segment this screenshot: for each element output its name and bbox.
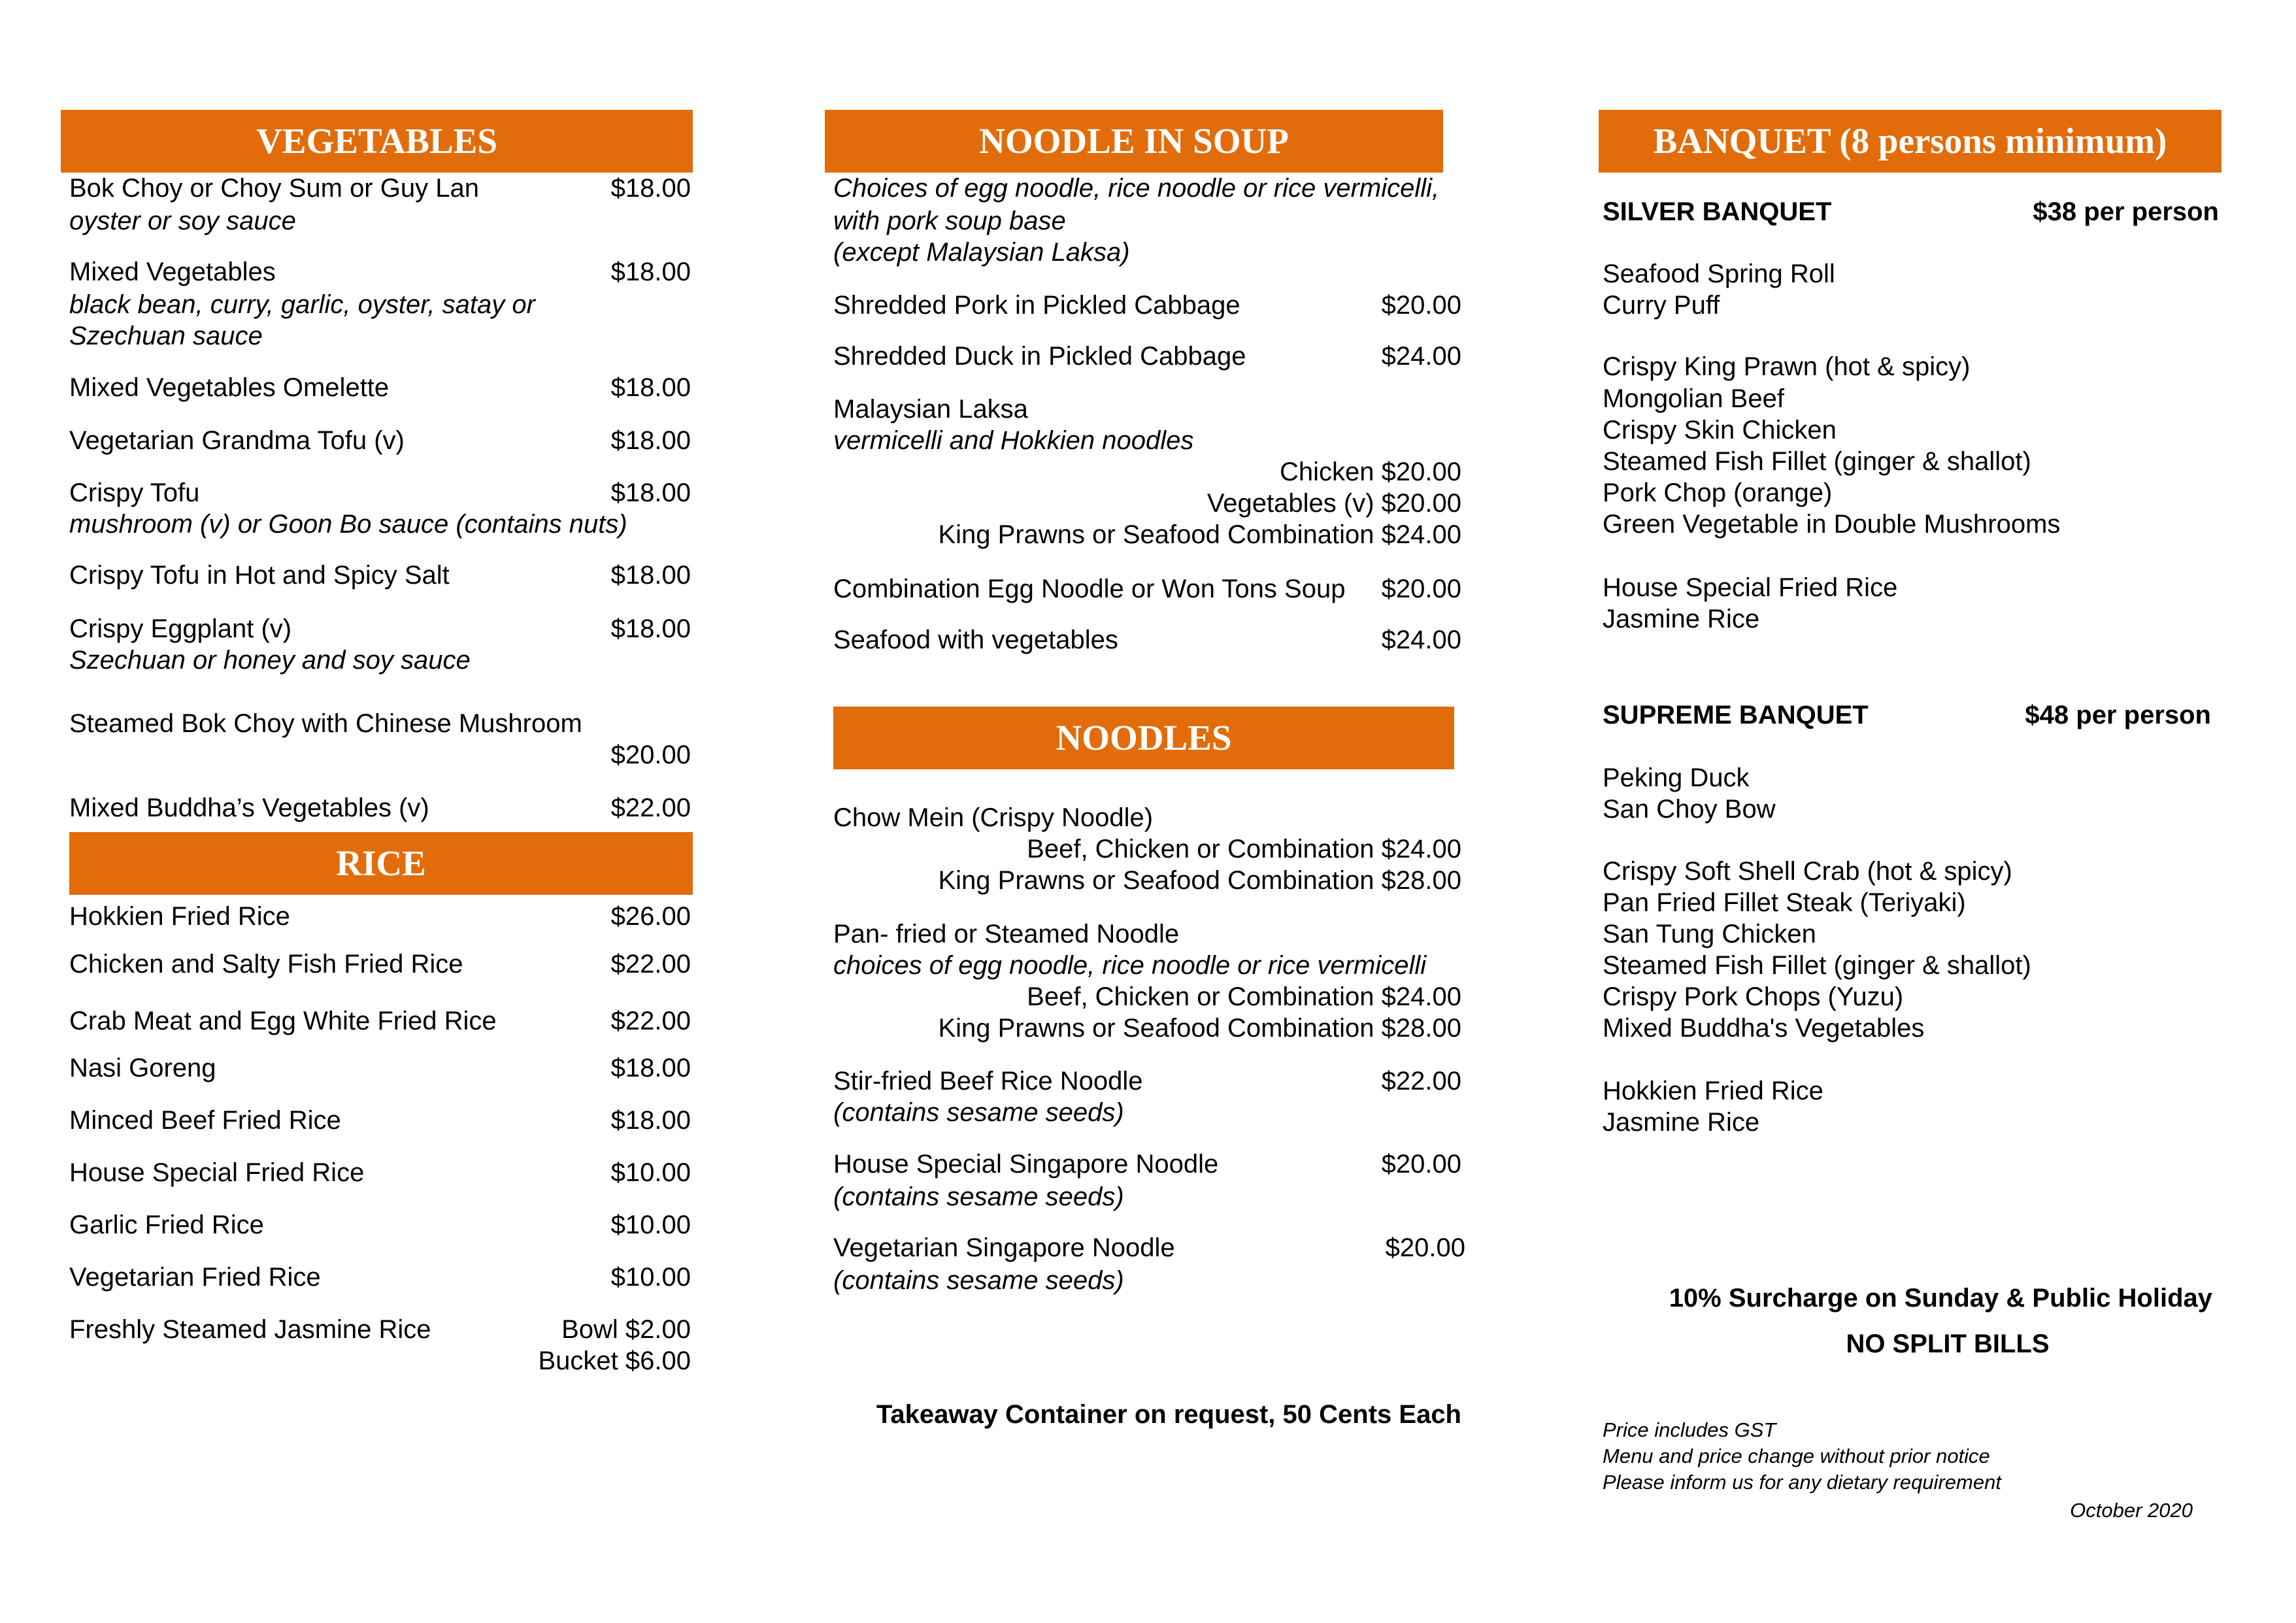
silver-banquet-price: $38 per person xyxy=(2033,197,2219,226)
menu-item-name: Crispy Tofu xyxy=(69,478,200,507)
menu-item-name: Mixed Vegetables xyxy=(69,258,276,286)
menu-item-desc: Szechuan or honey and soy sauce xyxy=(69,646,471,675)
menu-item-price: $10.00 xyxy=(610,1158,691,1187)
banquet-item: Crispy Pork Chops (Yuzu) xyxy=(1603,982,1904,1011)
menu-item-name: Crab Meat and Egg White Fried Rice xyxy=(69,1007,497,1035)
banquet-item: Seafood Spring Roll xyxy=(1603,259,1835,288)
banquet-item: Jasmine Rice xyxy=(1603,1108,1760,1137)
menu-item-name: Pan- fried or Steamed Noodle xyxy=(833,920,1180,948)
noodles-header: NOODLES xyxy=(833,707,1454,769)
menu-item-price: $18.00 xyxy=(610,1054,691,1082)
supreme-banquet-price: $48 per person xyxy=(2025,701,2211,729)
takeaway-note: Takeaway Container on request, 50 Cents Each xyxy=(876,1400,1461,1429)
menu-item-name: Chicken and Salty Fish Fried Rice xyxy=(69,950,463,979)
menu-item-price: $18.00 xyxy=(610,561,691,590)
menu-item-price: Bowl $2.00 xyxy=(561,1315,691,1344)
banquet-item: Peking Duck xyxy=(1603,763,1750,792)
menu-item-price: $18.00 xyxy=(610,426,691,455)
banquet-item: Green Vegetable in Double Mushrooms xyxy=(1603,510,2061,539)
menu-item-price: $24.00 xyxy=(1381,626,1461,654)
menu-item-name: Shredded Pork in Pickled Cabbage xyxy=(833,291,1240,320)
menu-item-option: Beef, Chicken or Combination $24.00 xyxy=(1027,982,1461,1011)
menu-item-desc: oyster or soy sauce xyxy=(69,207,296,235)
menu-item-option: King Prawns or Seafood Combination $28.00 xyxy=(938,1014,1461,1043)
banquet-item: San Tung Chicken xyxy=(1603,920,1816,948)
menu-item-price: $20.00 xyxy=(1385,1233,1465,1262)
section-intro: Choices of egg noodle, rice noodle or rice vermicelli, xyxy=(833,174,1440,203)
noodle-in-soup-header: NOODLE IN SOUP xyxy=(825,110,1443,173)
menu-item-price: $10.00 xyxy=(610,1211,691,1239)
menu-item-price: $18.00 xyxy=(610,478,691,507)
menu-item-desc: black bean, curry, garlic, oyster, satay or xyxy=(69,290,535,319)
menu-item-name: House Special Fried Rice xyxy=(69,1158,365,1187)
banquet-item: Crispy Soft Shell Crab (hot & spicy) xyxy=(1603,857,2012,886)
menu-item-option: Beef, Chicken or Combination $24.00 xyxy=(1027,835,1461,863)
section-intro: with pork soup base xyxy=(833,207,1066,235)
menu-item-name: Shredded Duck in Pickled Cabbage xyxy=(833,342,1246,371)
menu-item-price: $20.00 xyxy=(1381,1150,1461,1179)
menu-item-name: Vegetarian Grandma Tofu (v) xyxy=(69,426,405,455)
banquet-item: Hokkien Fried Rice xyxy=(1603,1077,1823,1105)
menu-item-name: Seafood with vegetables xyxy=(833,626,1118,654)
banquet-header: BANQUET (8 persons minimum) xyxy=(1599,110,2221,173)
menu-item-name: Chow Mein (Crispy Noodle) xyxy=(833,803,1154,832)
menu-item-desc: Szechuan sauce xyxy=(69,322,263,350)
menu-item-desc: mushroom (v) or Goon Bo sauce (contains nuts) xyxy=(69,510,627,539)
menu-item-price: $22.00 xyxy=(610,1007,691,1035)
menu-item-option: King Prawns or Seafood Combination $28.00 xyxy=(938,866,1461,895)
banquet-item: Pan Fried Fillet Steak (Teriyaki) xyxy=(1603,888,1966,917)
menu-item-desc: (contains sesame seeds) xyxy=(833,1266,1124,1295)
menu-item-price: $18.00 xyxy=(610,373,691,402)
menu-item-name: House Special Singapore Noodle xyxy=(833,1150,1219,1179)
menu-item-name: Combination Egg Noodle or Won Tons Soup xyxy=(833,575,1346,603)
banquet-item: Jasmine Rice xyxy=(1603,605,1760,633)
no-split-bills: NO SPLIT BILLS xyxy=(1846,1330,2050,1358)
menu-item-price: $26.00 xyxy=(610,902,691,931)
menu-item-option: King Prawns or Seafood Combination $24.00 xyxy=(938,520,1461,549)
menu-item-desc: (contains sesame seeds) xyxy=(833,1098,1124,1127)
banquet-item: Crispy Skin Chicken xyxy=(1603,416,1837,444)
menu-item-name: Crispy Tofu in Hot and Spicy Salt xyxy=(69,561,450,590)
menu-item-name: Vegetarian Fried Rice xyxy=(69,1263,321,1292)
banquet-item: San Choy Bow xyxy=(1603,795,1776,824)
banquet-item: Steamed Fish Fillet (ginger & shallot) xyxy=(1603,447,2031,476)
menu-item-price: $18.00 xyxy=(610,258,691,286)
banquet-item: Mongolian Beef xyxy=(1603,384,1784,413)
banquet-item: Curry Puff xyxy=(1603,291,1720,320)
surcharge-note: 10% Surcharge on Sunday & Public Holiday xyxy=(1669,1284,2212,1313)
rice-header: RICE xyxy=(69,832,693,895)
menu-item-name: Garlic Fried Rice xyxy=(69,1211,264,1239)
footnote: Please inform us for any dietary requirement xyxy=(1603,1471,2001,1494)
menu-item-name: Steamed Bok Choy with Chinese Mushroom xyxy=(69,709,582,738)
menu-item-desc: (contains sesame seeds) xyxy=(833,1182,1124,1211)
footnote: Price includes GST xyxy=(1603,1418,1776,1441)
banquet-item: Pork Chop (orange) xyxy=(1603,478,1833,507)
menu-date: October 2020 xyxy=(2070,1499,2193,1522)
menu-item-name: Stir-fried Beef Rice Noodle xyxy=(833,1067,1143,1096)
menu-item-price: $20.00 xyxy=(1381,291,1461,320)
menu-item-name: Nasi Goreng xyxy=(69,1054,216,1082)
menu-item-price: $22.00 xyxy=(610,950,691,979)
banquet-item: House Special Fried Rice xyxy=(1603,573,1898,602)
banquet-item: Steamed Fish Fillet (ginger & shallot) xyxy=(1603,951,2031,980)
menu-item-price: Bucket $6.00 xyxy=(538,1347,691,1375)
section-intro: (except Malaysian Laksa) xyxy=(833,238,1130,267)
menu-item-price: $10.00 xyxy=(610,1263,691,1292)
banquet-item: Mixed Buddha's Vegetables xyxy=(1603,1014,1925,1043)
menu-item-price: $18.00 xyxy=(610,1106,691,1135)
menu-item-option: Chicken $20.00 xyxy=(1280,458,1461,486)
silver-banquet-title: SILVER BANQUET xyxy=(1603,197,1832,226)
menu-item-price: $20.00 xyxy=(1381,575,1461,603)
banquet-item: Crispy King Prawn (hot & spicy) xyxy=(1603,352,1971,381)
menu-item-option: Vegetables (v) $20.00 xyxy=(1206,489,1461,518)
menu-item-desc: vermicelli and Hokkien noodles xyxy=(833,426,1194,455)
menu-item-price: $22.00 xyxy=(610,794,691,822)
menu-item-price: $20.00 xyxy=(610,741,691,769)
menu-item-name: Mixed Buddha’s Vegetables (v) xyxy=(69,794,429,822)
menu-item-name: Vegetarian Singapore Noodle xyxy=(833,1233,1175,1262)
supreme-banquet-title: SUPREME BANQUET xyxy=(1603,701,1869,729)
menu-item-name: Crispy Eggplant (v) xyxy=(69,614,292,643)
menu-item-price: $24.00 xyxy=(1381,342,1461,371)
vegetables-header: VEGETABLES xyxy=(61,110,693,173)
menu-item-price: $18.00 xyxy=(610,614,691,643)
menu-item-name: Freshly Steamed Jasmine Rice xyxy=(69,1315,431,1344)
menu-item-desc: choices of egg noodle, rice noodle or rice vermicelli xyxy=(833,951,1427,980)
footnote: Menu and price change without prior notice xyxy=(1603,1445,1990,1467)
menu-item-name: Mixed Vegetables Omelette xyxy=(69,373,390,402)
menu-item-name: Bok Choy or Choy Sum or Guy Lan xyxy=(69,174,479,203)
menu-item-name: Minced Beef Fried Rice xyxy=(69,1106,341,1135)
menu-item-name: Malaysian Laksa xyxy=(833,395,1028,424)
menu-item-price: $22.00 xyxy=(1381,1067,1461,1096)
menu-item-name: Hokkien Fried Rice xyxy=(69,902,290,931)
menu-item-price: $18.00 xyxy=(610,174,691,203)
